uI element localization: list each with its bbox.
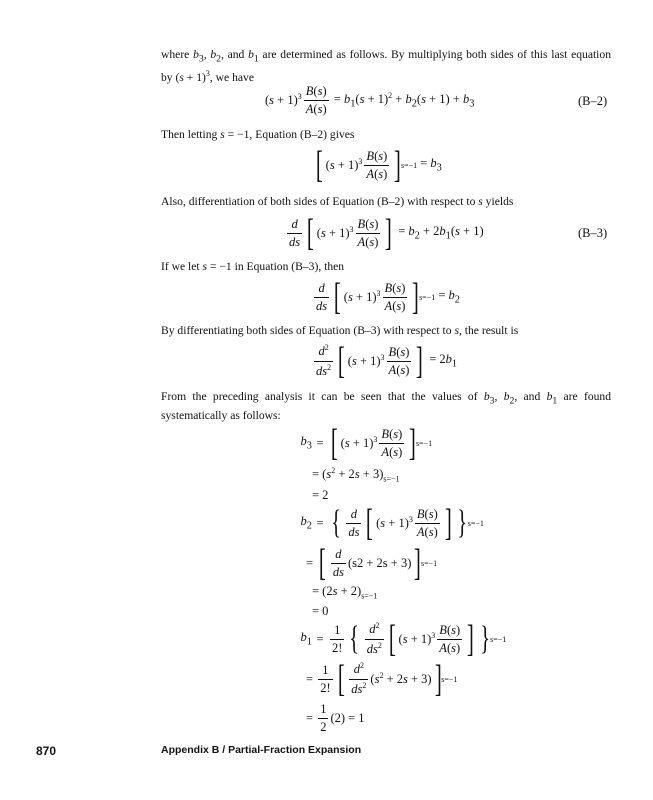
running-footer: Appendix B / Partial-Fraction Expansion <box>161 744 362 756</box>
paragraph-intro: where $b_3$, $b_2$, and $b_1$ are determined as follows. By multiplying both sides of this last equation by $(s + 1)^3$, we have <box>161 48 611 85</box>
calc-b2-line3: = $(2s + 2)_{s=-1}$ <box>312 584 378 601</box>
equation-2b1: $\frac{d^2}{ds^2}$ [ $(s + 1)^3$ $\frac{B(s)}{A(s)}$ ] = $2b_1$ <box>316 340 458 382</box>
calc-b2-line2: = [ $\frac{d}{ds}$ (s2 + 2s + 3) ] s=−1 <box>306 542 438 584</box>
equation-label-b2: (B–2) <box>578 94 608 108</box>
calc-b1-line3: = $\frac{1}{2}$ (2) = 1 <box>306 702 365 734</box>
equation-b2: $(s + 1)^3$ $\frac{B(s)}{A(s)}$ = $b_1(s + 1)^2 + b_2(s + 1) + b_3$ <box>265 84 475 116</box>
equation-b3: $\frac{d}{ds}$ [ $(s + 1)^3$ $\frac{B(s)}{A(s)}$ ] = $b_2 + 2b_1(s + 1)$ <box>289 212 484 254</box>
paragraph-differentiation: Also, differentiation of both sides of Equation (B–2) with respect to s yields <box>161 195 514 208</box>
paragraph-if-we-let: If we let s = −1 in Equation (B–3), then <box>161 260 345 273</box>
equation-b2-eval: $\frac{d}{ds}$ [ $(s + 1)^3$ $\frac{B(s)}{A(s)}$ ] s=−1 = $b_2$ <box>316 276 460 318</box>
equation-label-b3: (B–3) <box>578 226 608 240</box>
calc-b3-line2: = $(s^2 + 2s + 3)_{s=-1}$ <box>312 466 400 484</box>
paragraph-letting: Then letting s = −1, Equation (B–2) gives <box>161 128 355 141</box>
calc-b1-line2: = $\frac{1}{2!}$ [ $\frac{d^2}{ds^2}$ $(s^2 + 2s + 3)$ ] s=−1 <box>306 658 458 700</box>
page-number: 870 <box>36 744 57 758</box>
calc-b1-line1: $b_1$ = $\frac{1}{2!}$ { $\frac{d^2}{ds^2}$ [ $(s + 1)^3$ $\frac{B(s)}{A(s)}$ ] } s=−1 <box>300 618 507 660</box>
calc-b3-line1: $b_3$ = [ $(s + 1)^3$ $\frac{B(s)}{A(s)}$ ] s=−1 <box>300 422 433 464</box>
calc-b2-line1: $b_2$ = { $\frac{d}{ds}$ [ $(s + 1)^3$ $\frac{B(s)}{A(s)}$ ] } s=−1 <box>300 502 484 544</box>
paragraph-preceding-analysis: From the preceding analysis it can be seen that the values of $b_3$, $b_2$, and $b_1$ are found systematically as follows: <box>161 390 612 423</box>
calc-b3-line3: = 2 <box>312 488 329 502</box>
calc-b2-line4: = 0 <box>312 604 329 618</box>
paragraph-differentiating: By differentiating both sides of Equation (B–3) with respect to s, the result is <box>161 324 519 337</box>
equation-b3-eval: [ $(s + 1)^3$ $\frac{B(s)}{A(s)}$ ] s=−1 = $b_3$ <box>315 144 442 186</box>
